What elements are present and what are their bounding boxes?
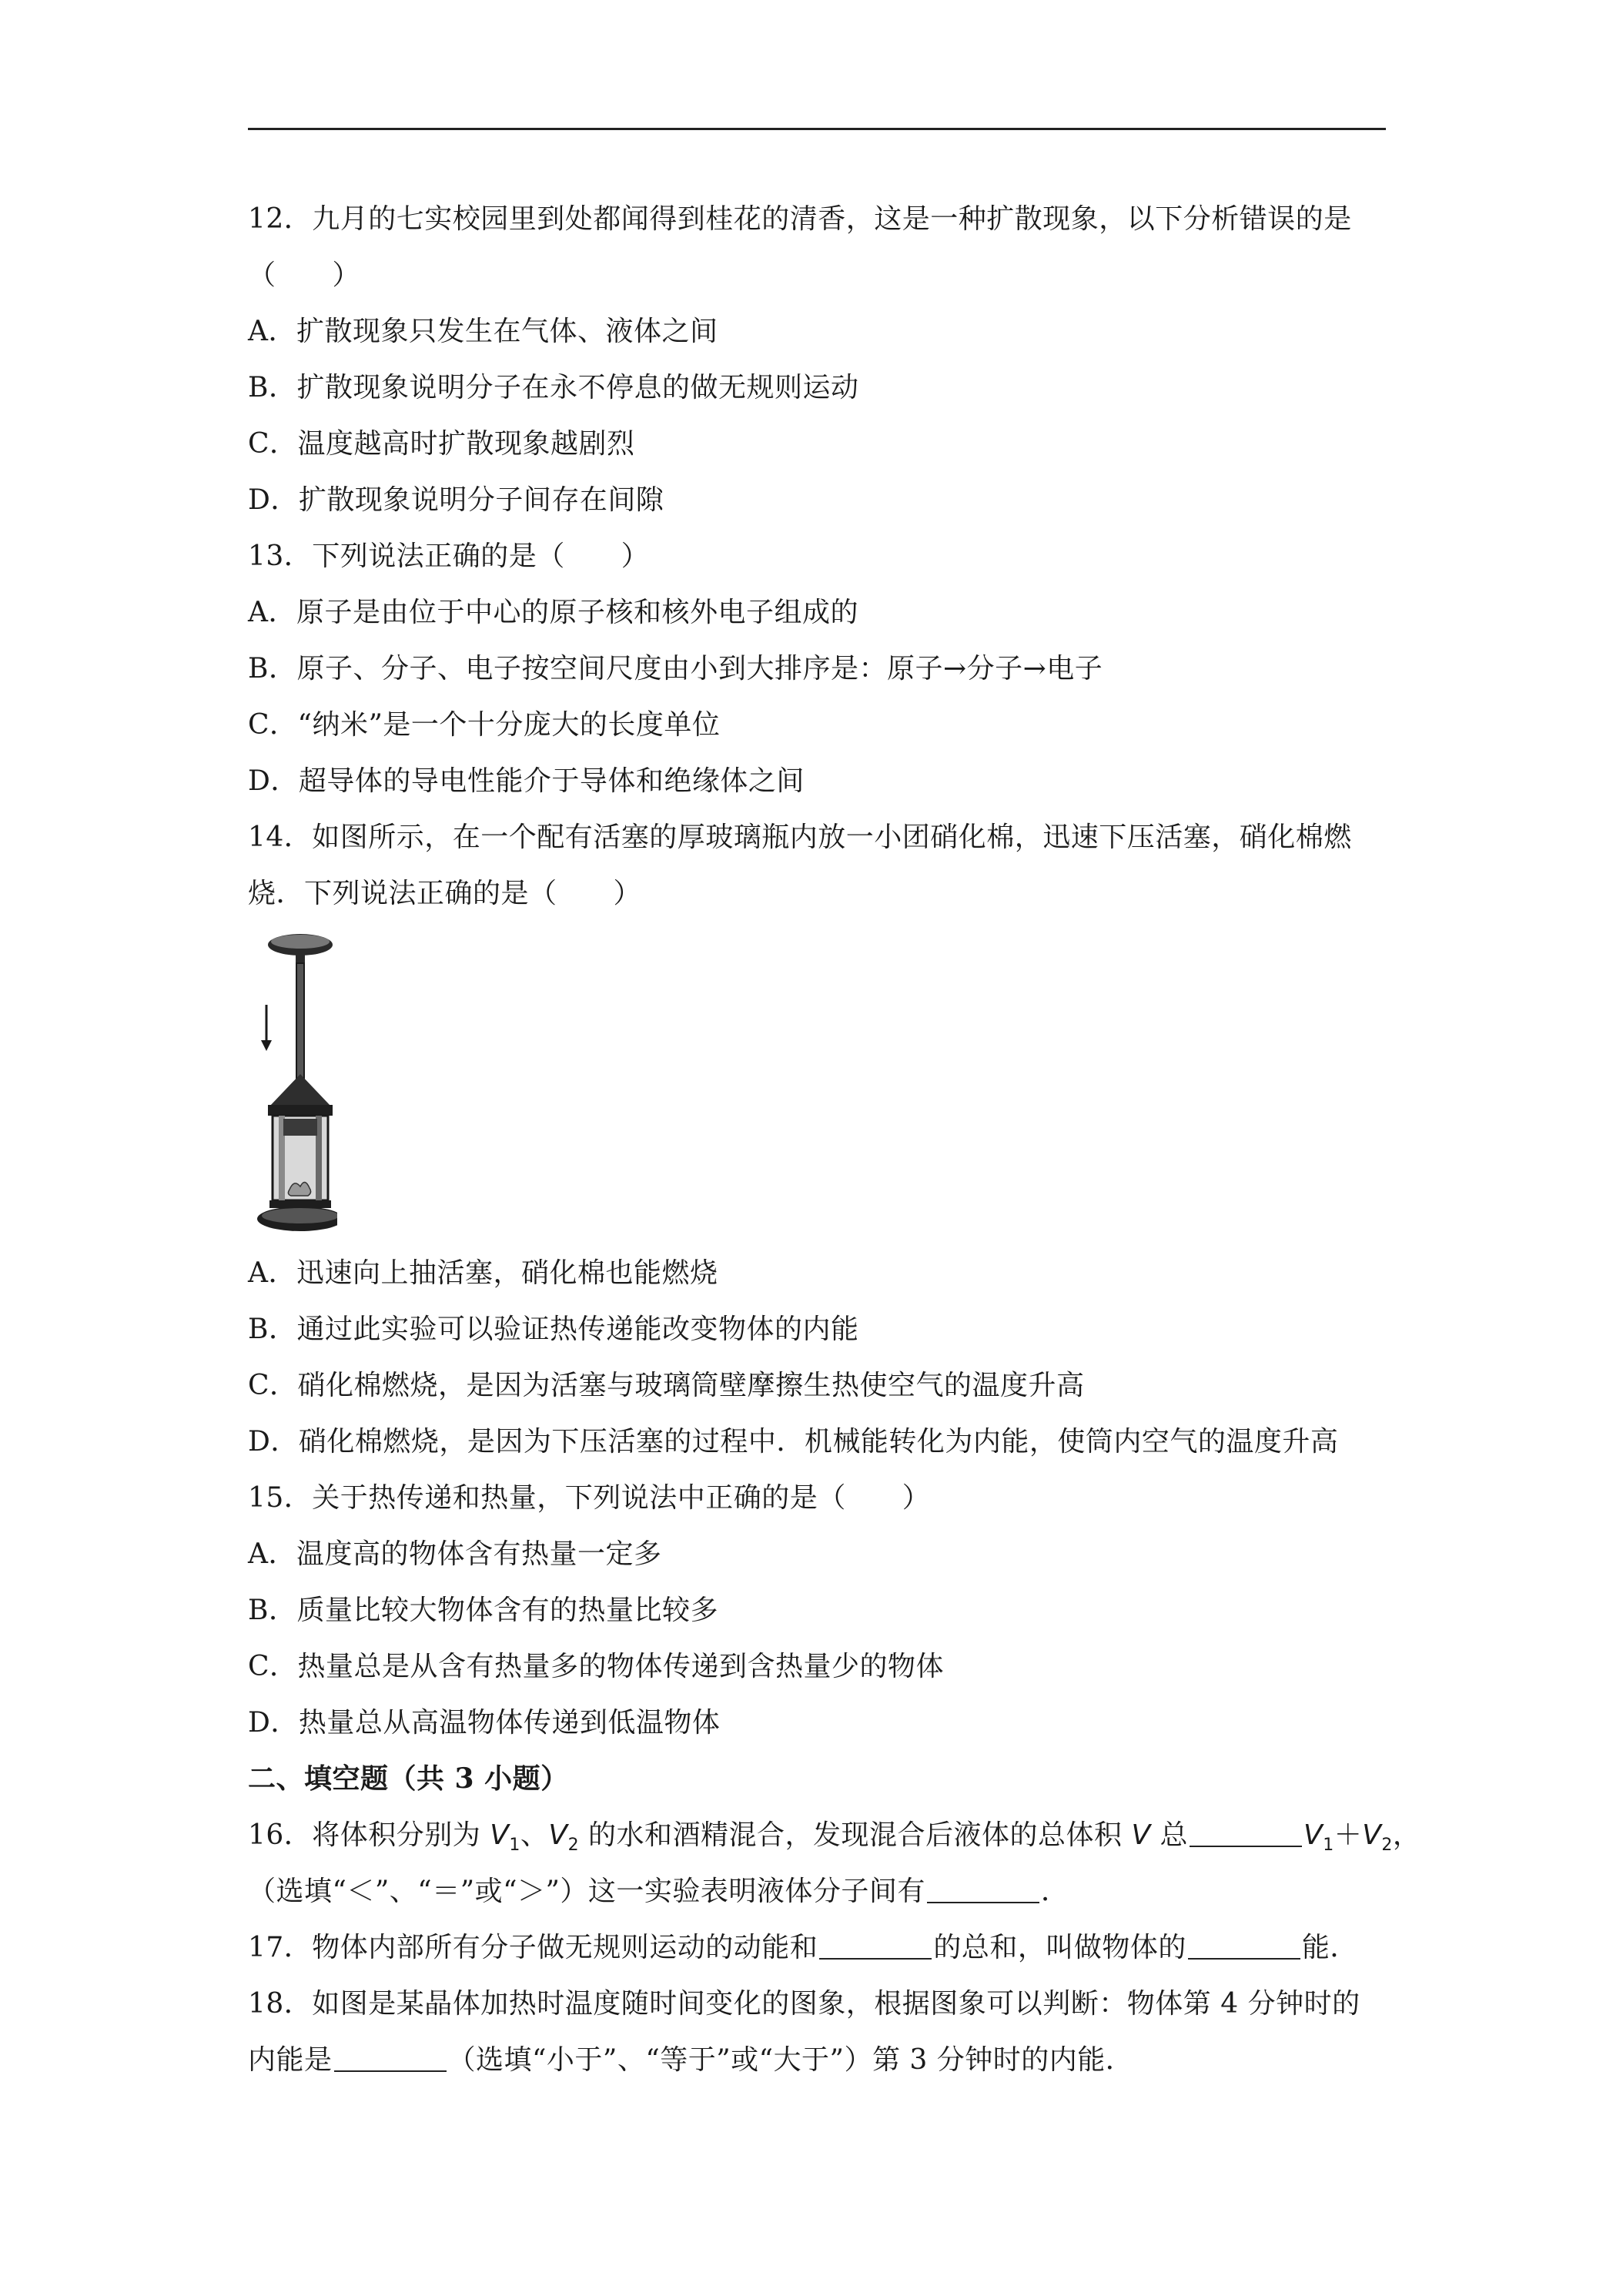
- q16-blank-2[interactable]: [927, 1876, 1039, 1903]
- piston-apparatus-icon: [253, 928, 337, 1236]
- q16-var-v1b: $V_1$: [1303, 1819, 1334, 1856]
- q12-option-c: C．温度越高时扩散现象越剧烈: [248, 428, 635, 460]
- q13-option-a: A．原子是由位于中心的原子核和核外电子组成的: [248, 597, 858, 628]
- q15-stem: 15．关于热传递和热量，下列说法中正确的是（ ）: [248, 1482, 931, 1514]
- q13-option-c: C．“纳米”是一个十分庞大的长度单位: [248, 709, 721, 741]
- q13-stem: 13．下列说法正确的是（ ）: [248, 541, 650, 572]
- q16-text-5: （选填“＜”、“＝”或“＞”）这一实验表明液体分子间有: [248, 1876, 925, 1907]
- q16-plus: ＋: [1334, 1819, 1363, 1851]
- q14-option-a: A．迅速向上抽活塞，硝化棉也能燃烧: [248, 1257, 718, 1289]
- q17-line: [248, 1919, 1386, 1976]
- q14-stem-line2: 烧．下列说法正确的是（ ）: [248, 878, 642, 909]
- q15-option-d: D．热量总从高温物体传递到低温物体: [248, 1707, 721, 1739]
- q17-text-1: 17．物体内部所有分子做无规则运动的动能和: [248, 1932, 818, 1963]
- q12-option-d: D．扩散现象说明分子间存在间隙: [248, 484, 664, 516]
- q16-var-v1: $V_1$: [490, 1819, 520, 1856]
- q17-text-2: 的总和，叫做物体的: [933, 1932, 1186, 1963]
- q13-option-b: B．原子、分子、电子按空间尺度由小到大排序是：原子→分子→电子: [248, 653, 1103, 684]
- q14-stem-line1: 14．如图所示，在一个配有活塞的厚玻璃瓶内放一小团硝化棉，迅速下压活塞，硝化棉燃: [248, 822, 1352, 853]
- q14-option-d: D．硝化棉燃烧，是因为下压活塞的过程中．机械能转化为内能，使筒内空气的温度升高: [248, 1426, 1339, 1458]
- piston-apparatus-figure: [248, 922, 1386, 1245]
- q16-sep: 、: [520, 1819, 549, 1851]
- q18-text-1: 内能是: [248, 2044, 333, 2076]
- header-rule: [248, 128, 1386, 130]
- q16-line1: [248, 1807, 1421, 1863]
- q12-stem-line1: 12．九月的七实校园里到处都闻得到桂花的清香，这是一种扩散现象，以下分析错误的是: [248, 203, 1352, 235]
- q18-blank-1[interactable]: [334, 2044, 447, 2072]
- q16-var-v2: $V_2$: [548, 1819, 580, 1856]
- q14-option-c: C．硝化棉燃烧，是因为活塞与玻璃筒壁摩擦生热使空气的温度升高: [248, 1370, 1085, 1401]
- q16-text-1: 16．将体积分别为: [248, 1819, 490, 1851]
- q16-text-6: ．: [1040, 1876, 1069, 1907]
- q16-var-v2b: $V_2$: [1362, 1819, 1393, 1856]
- q17-text-3: 能．: [1301, 1932, 1358, 1963]
- q18-stem-line1: 18．如图是某晶体加热时温度随时间变化的图象，根据图象可以判断：物体第 4 分钟时的: [248, 1988, 1360, 2020]
- q17-blank-2[interactable]: [1188, 1932, 1300, 1960]
- q16-blank-1[interactable]: [1190, 1819, 1302, 1847]
- q15-option-a: A．温度高的物体含有热量一定多: [248, 1538, 662, 1570]
- q16-text-4: ，: [1392, 1819, 1421, 1851]
- q18-line2: [248, 2032, 1386, 2088]
- q15-option-c: C．热量总是从含有热量多的物体传递到含热量少的物体: [248, 1651, 945, 1682]
- q16-line2: [248, 1863, 1386, 1919]
- q17-blank-1[interactable]: [819, 1932, 932, 1960]
- q12-option-a: A．扩散现象只发生在气体、液体之间: [248, 316, 718, 347]
- q12-option-b: B．扩散现象说明分子在永不停息的做无规则运动: [248, 372, 859, 403]
- q16-var-v: V: [1131, 1819, 1151, 1851]
- q18-text-2: （选填“小于”、“等于”或“大于”）第 3 分钟时的内能．: [447, 2044, 1134, 2076]
- q16-text-3: 总: [1150, 1819, 1189, 1851]
- section-heading-fill-in: 二、填空题（共 3 小题）: [248, 1762, 569, 1795]
- document-body: [248, 191, 1421, 2088]
- q15-option-b: B．质量比较大物体含有的热量比较多: [248, 1595, 718, 1626]
- q13-option-d: D．超导体的导电性能介于导体和绝缘体之间: [248, 765, 805, 797]
- q12-stem-line2: （ ）: [248, 259, 361, 291]
- q14-option-b: B．通过此实验可以验证热传递能改变物体的内能: [248, 1314, 859, 1345]
- q16-text-2: 的水和酒精混合，发现混合后液体的总体积: [579, 1819, 1132, 1851]
